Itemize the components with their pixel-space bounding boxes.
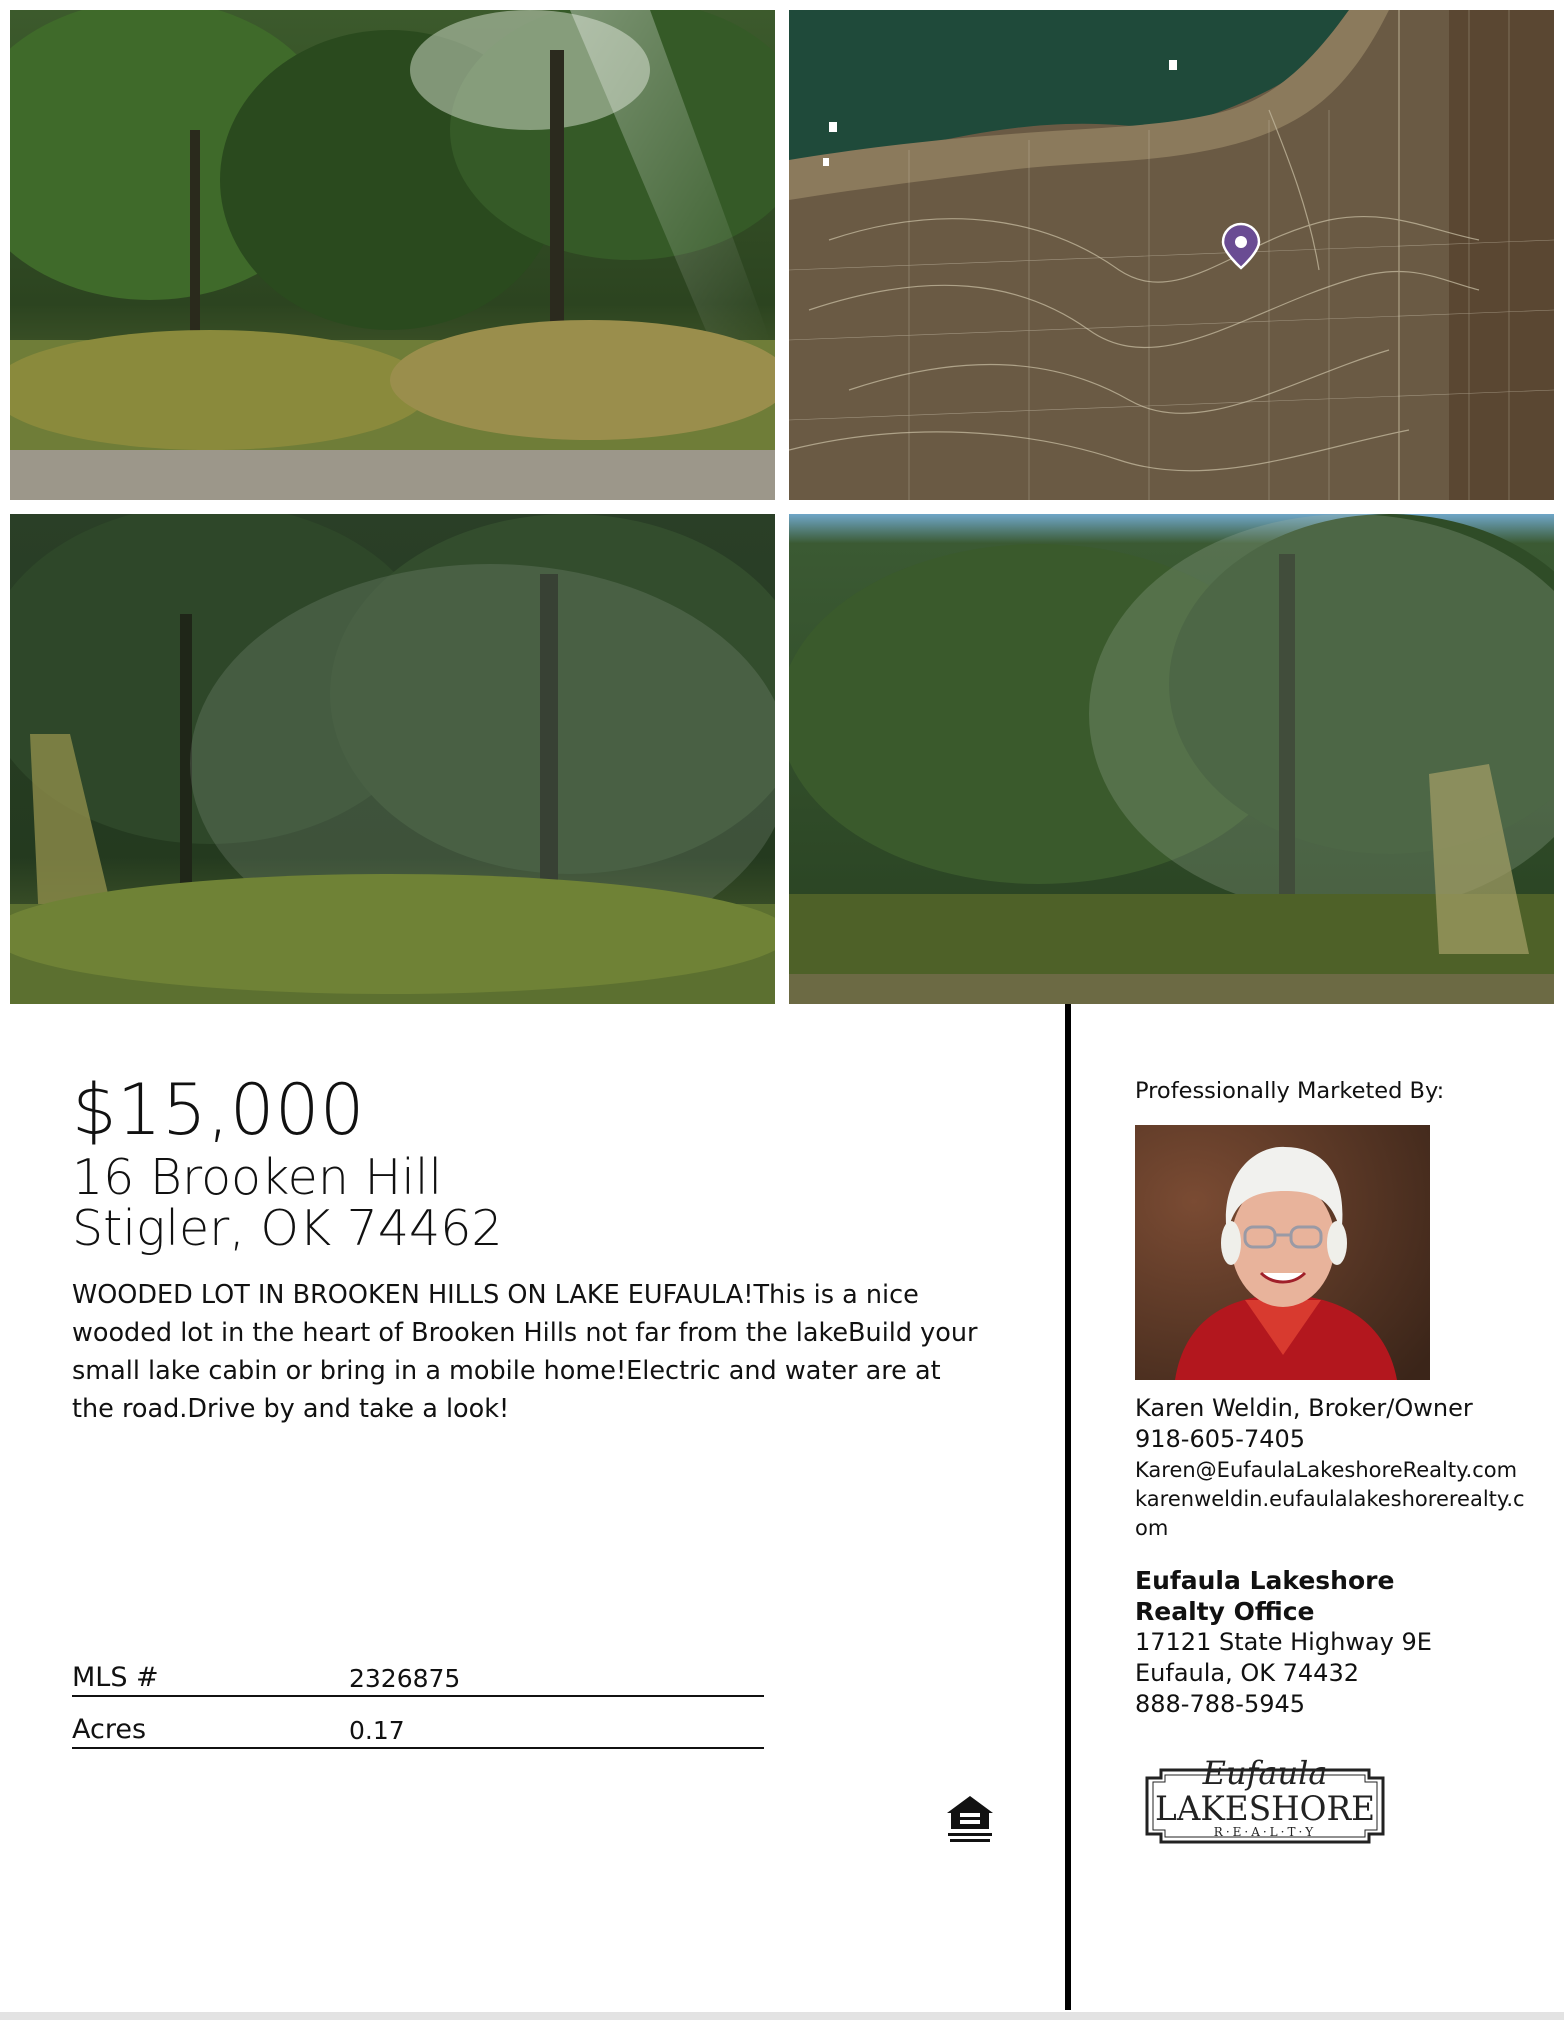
vertical-divider <box>1065 1004 1071 2010</box>
page-bottom-band <box>0 2012 1564 2020</box>
office-contact <box>1135 1565 1555 1720</box>
address-line-1: 16 Brooken Hill <box>72 1149 443 1206</box>
photo-wooded-lot-front <box>10 10 775 500</box>
equal-housing-opportunity-icon <box>944 1793 996 1845</box>
office-city: Eufaula, OK 74432 <box>1135 1659 1359 1687</box>
fact-label: MLS # <box>72 1662 159 1693</box>
fact-row-acres <box>72 1697 764 1749</box>
logo-sub-text: R·E·A·L·T·Y <box>1213 1825 1317 1839</box>
agent-photo <box>1135 1125 1430 1380</box>
logo-main-text: LAKESHORE <box>1155 1789 1375 1829</box>
fact-label: Acres <box>72 1714 147 1745</box>
address-line-2: Stigler, OK 74462 <box>72 1200 503 1257</box>
facts-table <box>72 1645 764 1749</box>
marketed-by-label: Professionally Marketed By: <box>1135 1078 1445 1104</box>
eufaula-lakeshore-logo <box>1135 1748 1395 1860</box>
fact-value: 0.17 <box>349 1716 405 1745</box>
office-name: Eufaula Lakeshore Realty Office <box>1135 1566 1395 1626</box>
fact-row-mls <box>72 1645 764 1697</box>
office-street: 17121 State Highway 9E <box>1135 1628 1432 1656</box>
logo-script-text: Eufaula <box>1202 1754 1328 1792</box>
listing-price: $15,000 <box>72 1069 365 1151</box>
fact-value: 2326875 <box>349 1664 461 1693</box>
agent-website[interactable]: karenweldin.eufaulalakeshorerealty.com <box>1135 1487 1525 1540</box>
photo-aerial-map <box>789 10 1554 500</box>
photo-wooded-lot-left <box>10 514 775 1004</box>
agent-email[interactable]: Karen@EufaulaLakeshoreRealty.com <box>1135 1458 1518 1482</box>
agent-phone[interactable]: 918-605-7405 <box>1135 1425 1306 1453</box>
listing-description: WOODED LOT IN BROOKEN HILLS ON LAKE EUFAULA!This is a nice wooded lot in the heart of Brooken Hills not far from the lakeBuild your small lake cabin or bring in a mobile home!Electric and water are at the road.Drive by and take a look! <box>72 1280 978 1424</box>
agent-contact <box>1135 1393 1555 1543</box>
agent-name-title: Karen Weldin, Broker/Owner <box>1135 1394 1473 1422</box>
office-phone[interactable]: 888-788-5945 <box>1135 1690 1306 1718</box>
photo-wooded-lot-right <box>789 514 1554 1004</box>
